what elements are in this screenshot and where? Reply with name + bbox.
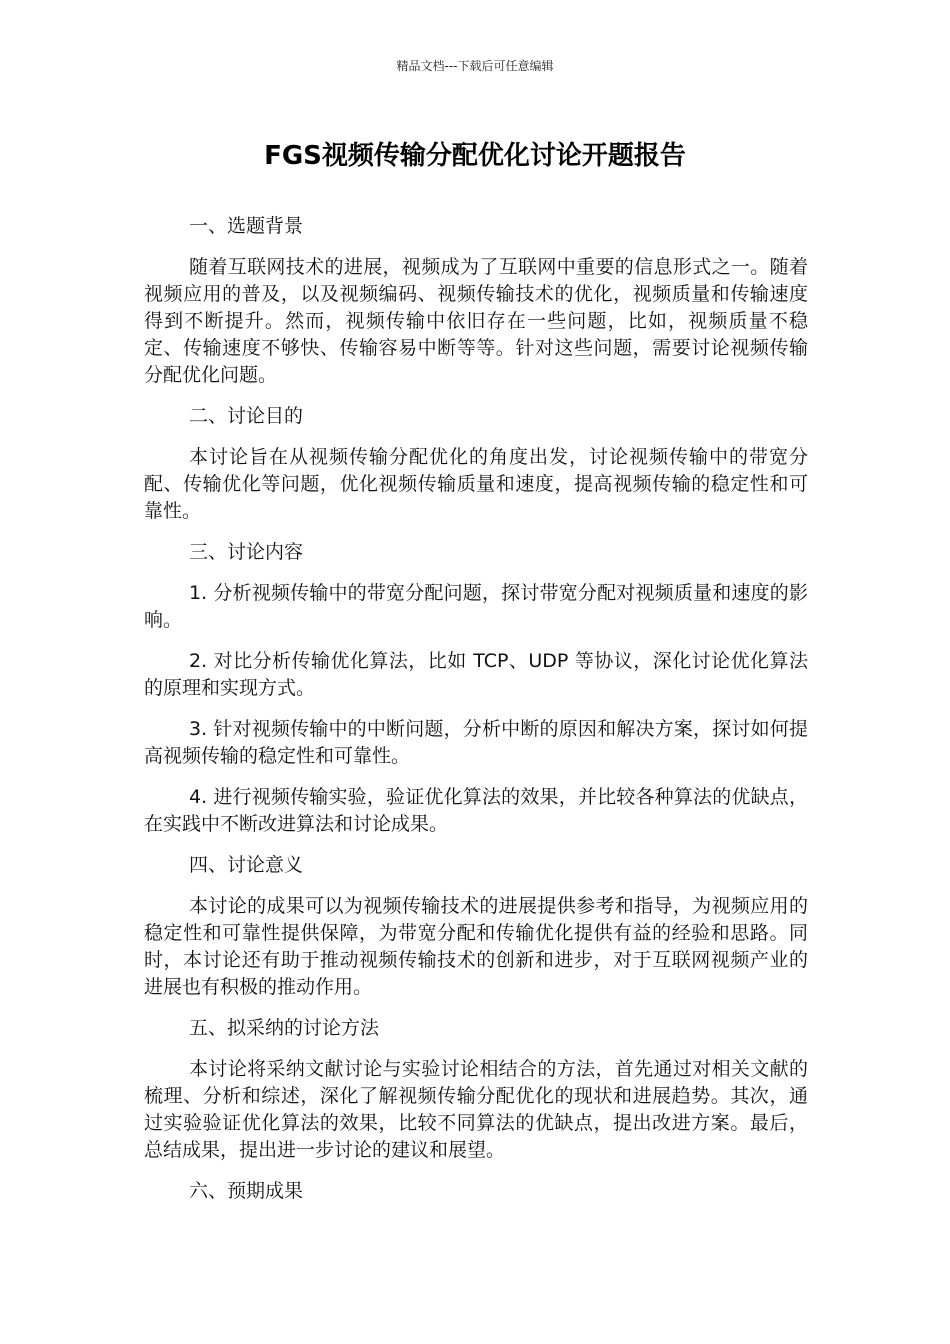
section-expected-results bbox=[144, 1178, 808, 1205]
section-heading: 四、讨论意义 bbox=[189, 854, 304, 876]
list-item: 4. 进行视频传输实验，验证优化算法的效果，并比较各种算法的优缺点，在实践中不断改进算法和讨论成果。 bbox=[144, 786, 808, 835]
paragraph: 本讨论的成果可以为视频传输技术的进展提供参考和指导，为视频应用的稳定性和可靠性提供保障，为带宽分配和传输优化提供有益的经验和思路。同时，本讨论还有助于推动视频传输技术的创新和进步，对于互联网视频产业的进展也有积极的推动作用。 bbox=[144, 895, 808, 998]
section-heading: 一、选题背景 bbox=[189, 215, 304, 237]
list-item: 1. 分析视频传输中的带宽分配问题，探讨带宽分配对视频质量和速度的影响。 bbox=[144, 582, 808, 631]
section-heading: 五、拟采纳的讨论方法 bbox=[189, 1017, 380, 1039]
section-methods bbox=[144, 1015, 808, 1164]
list-item: 3. 针对视频传输中的中断问题，分析中断的原因和解决方案，探讨如何提高视频传输的稳定性和可靠性。 bbox=[144, 718, 808, 767]
section-significance bbox=[144, 852, 808, 1001]
paragraph: 本讨论将采纳文献讨论与实验讨论相结合的方法，首先通过对相关文献的梳理、分析和综述，深化了解视频传输分配优化的现状和进展趋势。其次，通过实验验证优化算法的效果，比较不同算法的优缺点，提出改进方案。最后，总结成果，提出进一步讨论的建议和展望。 bbox=[144, 1058, 808, 1161]
section-background bbox=[144, 213, 808, 389]
section-heading: 二、讨论目的 bbox=[189, 405, 304, 427]
section-content bbox=[144, 539, 808, 838]
list-item: 2. 对比分析传输优化算法，比如 TCP、UDP 等协议，深化讨论优化算法的原理和实现方式。 bbox=[144, 650, 808, 699]
page-title: FGS视频传输分配优化讨论开题报告 bbox=[264, 141, 686, 171]
header-note: 精品文档---下载后可任意编辑 bbox=[396, 59, 554, 73]
paragraph: 本讨论旨在从视频传输分配优化的角度出发，讨论视频传输中的带宽分配、传输优化等问题，优化视频传输质量和速度，提高视频传输的稳定性和可靠性。 bbox=[144, 446, 808, 522]
paragraph: 随着互联网技术的进展，视频成为了互联网中重要的信息形式之一。随着视频应用的普及，以及视频编码、视频传输技术的优化，视频质量和传输速度得到不断提升。然而，视频传输中依旧存在一些问题，比如，视频质量不稳定、传输速度不够快、传输容易中断等等。针对这些问题，需要讨论视频传输分配优化问题。 bbox=[144, 256, 808, 386]
document-body bbox=[144, 213, 808, 1219]
section-heading: 三、讨论内容 bbox=[189, 541, 304, 563]
section-purpose bbox=[144, 403, 808, 525]
section-heading: 六、预期成果 bbox=[189, 1180, 304, 1202]
